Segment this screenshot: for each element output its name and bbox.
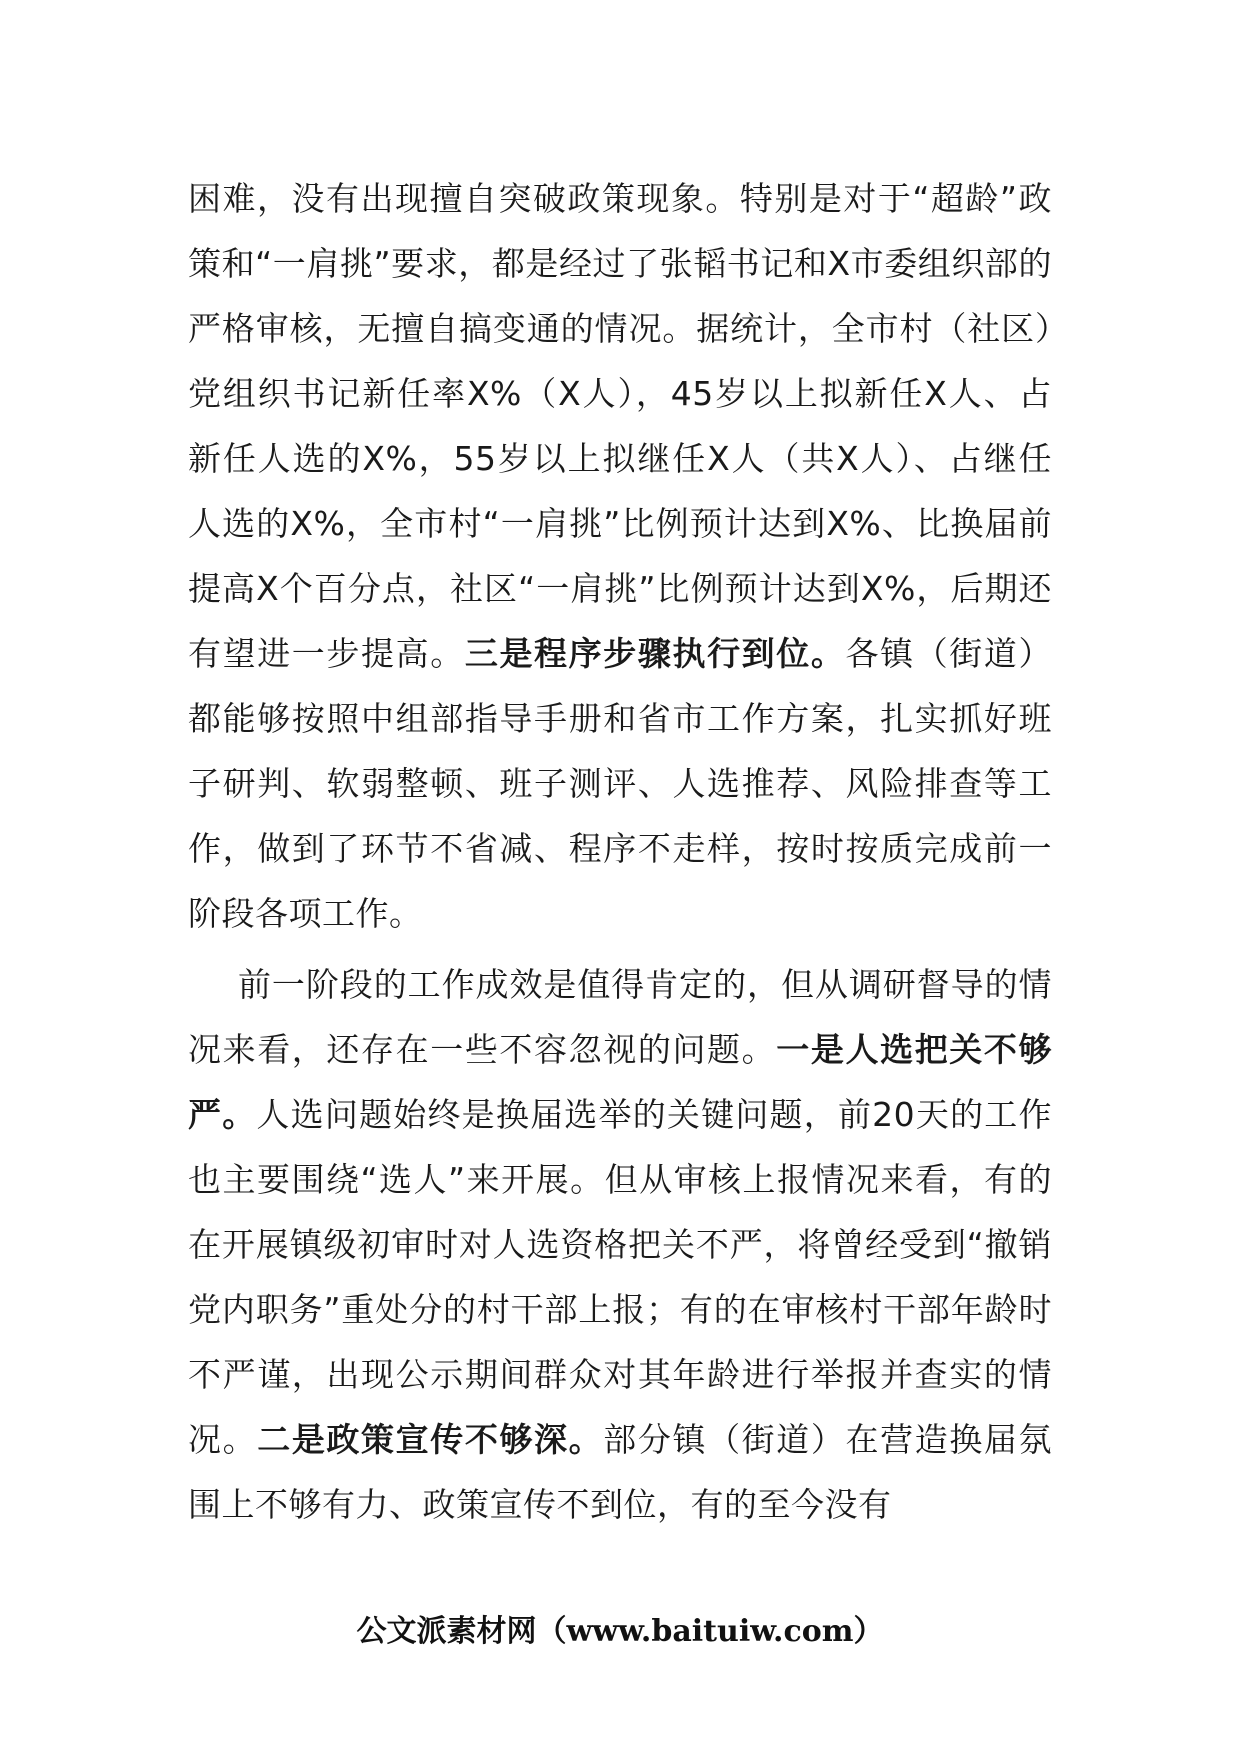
paragraph-text: 部分镇（街道）在营造换届氛围上不够有力、政策宣传不到位，有的至今没有 <box>188 1420 1053 1524</box>
bold-heading-policy-promotion: 二是政策宣传不够深。 <box>257 1420 604 1459</box>
paragraph-problems <box>188 952 1052 1537</box>
paragraph-text: 人选问题始终是换届选举的关键问题，前20天的工作也主要围绕“选人”来开展。但从审核上报情况来看，有的在开展镇级初审时对人选资格把关不严，将曾经受到“撤销党内职务”重处分的村干部上报；有的在审核村干部年龄时不严谨，出现公示期间群众对其年龄进行举报并查实的情况。 <box>188 1095 1052 1459</box>
page-footer: 公文派素材网（www.baituiw.com） <box>356 1614 884 1649</box>
paragraph-text: 前一阶段的工作成效是值得肯定的，但从调研督导的情况来看，还存在一些不容忽视的问题。 <box>188 965 1052 1069</box>
paragraph-text: 困难，没有出现擅自突破政策现象。特别是对于“超龄”政策和“一肩挑”要求，都是经过了张韬书记和X市委组织部的严格审核，无擅自搞变通的情况。据统计，全市村（社区）党组织书记新任率X%（X人），45岁以上拟新任X人、占新任人选的X%，55岁以上拟继任X人（共X人）、占继任人选的X%，全市村“一肩挑”比例预计达到X%、比换届前提高X个百分点，社区“一肩挑”比例预计达到X%，后期还有望进一步提高。 <box>188 179 1052 673</box>
paragraph-continuation <box>188 166 1052 946</box>
paragraph-text: 各镇（街道）都能够按照中组部指导手册和省市工作方案，扎实抓好班子研判、软弱整顿、班子测评、人选推荐、风险排查等工作，做到了环节不省减、程序不走样，按时按质完成前一阶段各项工作。 <box>188 634 1053 933</box>
bold-heading-program-steps: 三是程序步骤执行到位。 <box>464 634 846 673</box>
document-body <box>188 166 1052 1537</box>
bold-heading-candidate-review: 一是人选把关不够严。 <box>188 1030 1053 1134</box>
